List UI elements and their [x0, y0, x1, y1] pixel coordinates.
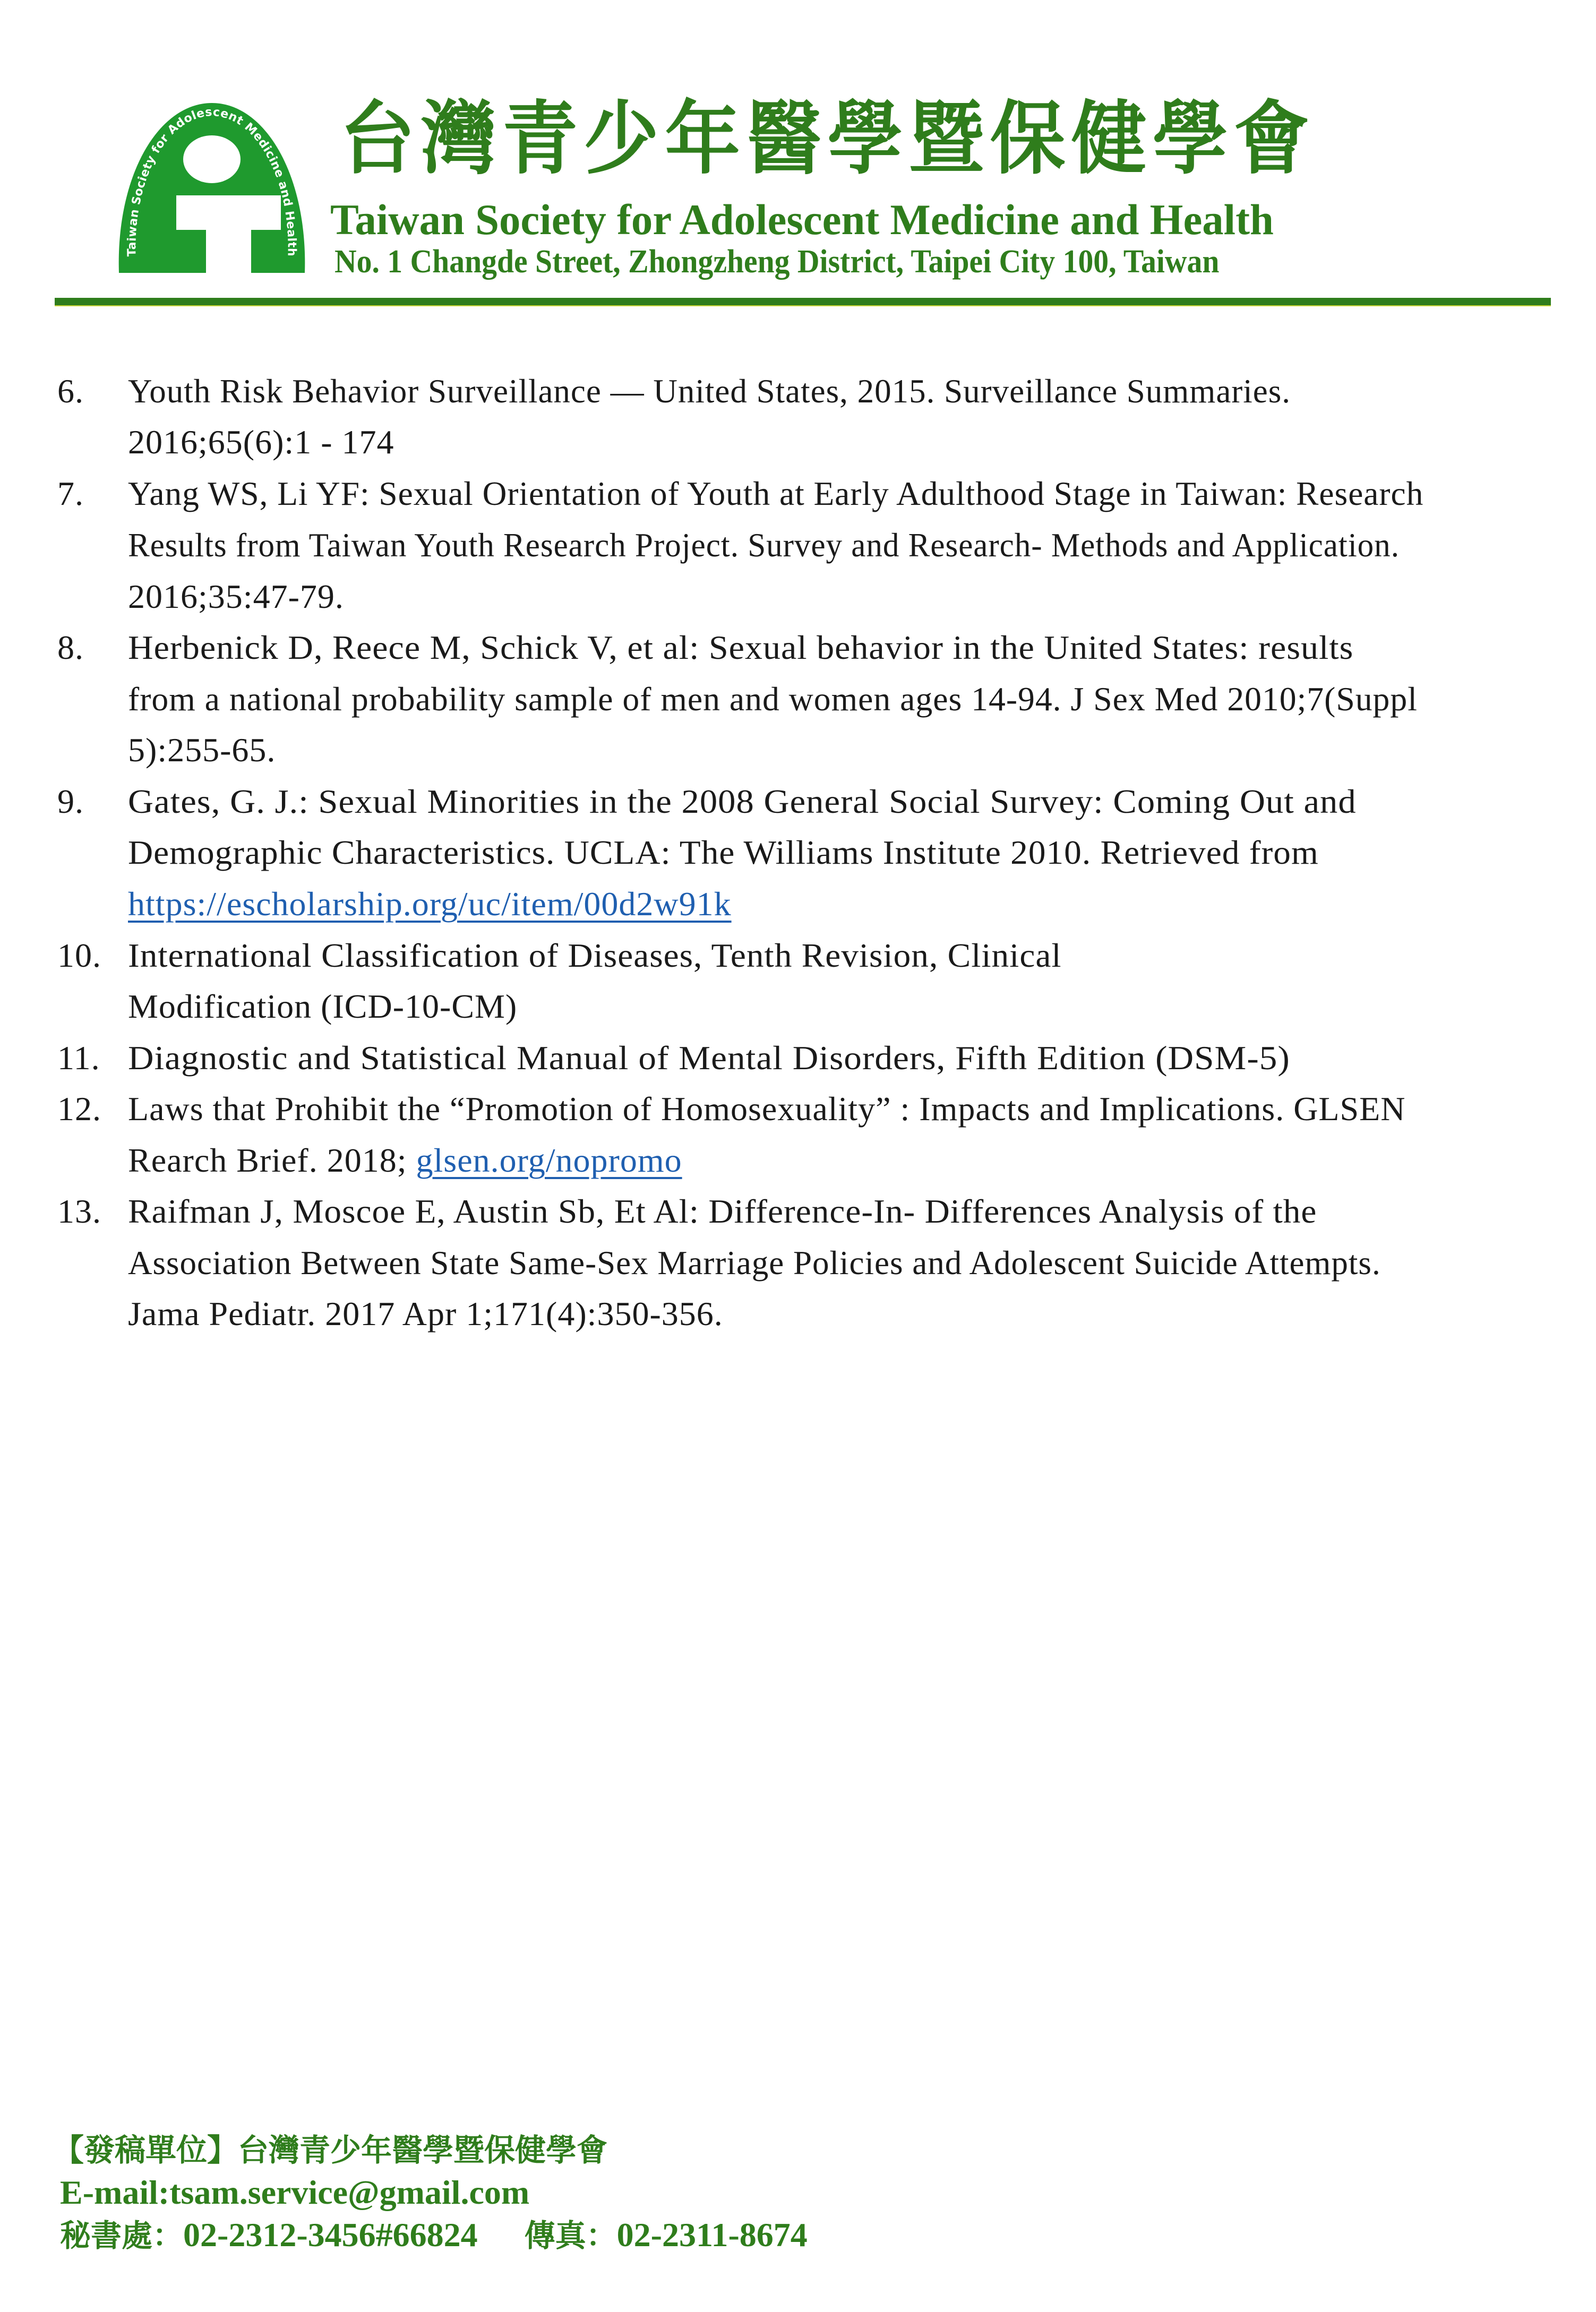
- reference-number: 7.: [57, 475, 84, 512]
- contact-email[interactable]: E-mail:tsam.service@gmail.com: [60, 2173, 530, 2211]
- reference-text-line: Jama Pediatr. 2017 Apr 1;171(4):350-356.: [128, 1295, 723, 1333]
- reference-text-line: Modification (ICD-10-CM): [128, 987, 518, 1025]
- reference-number: 9.: [57, 783, 84, 820]
- society-logo: [116, 102, 308, 275]
- reference-text-line: Laws that Prohibit the “Promotion of Homosexuality” : Impacts and Implications. GLSEN: [128, 1090, 1406, 1128]
- reference-text-line: Association Between State Same-Sex Marriage Policies and Adolescent Suicide Attempts.: [128, 1244, 1381, 1282]
- reference-number: 12.: [57, 1090, 101, 1128]
- reference-text-line: Raifman J, Moscoe E, Austin Sb, Et Al: Difference-In- Differences Analysis of the: [128, 1192, 1317, 1230]
- reference-text-line: 2016;35:47-79.: [128, 578, 344, 615]
- society-name-chinese: 台灣青少年醫學暨保健學會: [340, 93, 1316, 185]
- reference-number: 11.: [57, 1039, 100, 1077]
- reference-text-line: Results from Taiwan Youth Research Project. Survey and Research- Methods and Application.: [128, 526, 1400, 564]
- logo-ring-text: Taiwan Society for Adolescent Medicine and Health: [125, 105, 298, 257]
- secretariat-label: 秘書處：: [60, 2218, 184, 2254]
- reference-text-line: Diagnostic and Statistical Manual of Mental Disorders, Fifth Edition (DSM-5): [128, 1039, 1290, 1077]
- fax-label: 傳真：: [524, 2218, 617, 2254]
- logo-head: [183, 135, 241, 183]
- reference-number: 6.: [57, 372, 84, 410]
- reference-number: 8.: [57, 629, 84, 666]
- reference-text-line: 2016;65(6):1 - 174: [128, 423, 394, 461]
- society-address: No. 1 Changde Street, Zhongzheng District, Taipei City 100, Taiwan: [334, 244, 1220, 280]
- issuing-unit: 【發稿單位】台灣青少年醫學暨保健學會: [53, 2132, 608, 2168]
- secretariat-phone: 02-2312-3456#66824: [183, 2216, 478, 2254]
- reference-text-line: [128, 1139, 682, 1182]
- reference-text-line: Demographic Characteristics. UCLA: The Williams Institute 2010. Retrieved from: [128, 833, 1319, 871]
- reference-text-line: Herbenick D, Reece M, Schick V, et al: Sexual behavior in the United States: results: [128, 629, 1354, 666]
- reference-number: 13.: [57, 1192, 101, 1230]
- reference-text-line: from a national probability sample of men and women ages 14-94. J Sex Med 2010;7(Suppl: [128, 680, 1418, 718]
- reference-text-line: Youth Risk Behavior Surveillance — United States, 2015. Surveillance Summaries.: [128, 372, 1291, 410]
- header-divider: [55, 298, 1551, 306]
- reference-text-line: 5):255-65.: [128, 731, 276, 769]
- contact-phones: [60, 2215, 808, 2255]
- reference-text-line: Gates, G. J.: Sexual Minorities in the 2008 General Social Survey: Coming Out and: [128, 783, 1357, 820]
- reference-text-line: Yang WS, Li YF: Sexual Orientation of Youth at Early Adulthood Stage in Taiwan: Research: [128, 475, 1424, 512]
- reference-link[interactable]: glsen.org/nopromo: [416, 1141, 682, 1179]
- reference-link[interactable]: https://escholarship.org/uc/item/00d2w91k: [128, 885, 732, 923]
- reference-number: 10.: [57, 936, 101, 974]
- reference-text: Rearch Brief. 2018;: [128, 1141, 416, 1179]
- fax-number: 02-2311-8674: [616, 2216, 808, 2254]
- society-name-english: Taiwan Society for Adolescent Medicine and Health: [330, 195, 1274, 244]
- reference-text-line: International Classification of Diseases, Tenth Revision, Clinical: [128, 936, 1062, 974]
